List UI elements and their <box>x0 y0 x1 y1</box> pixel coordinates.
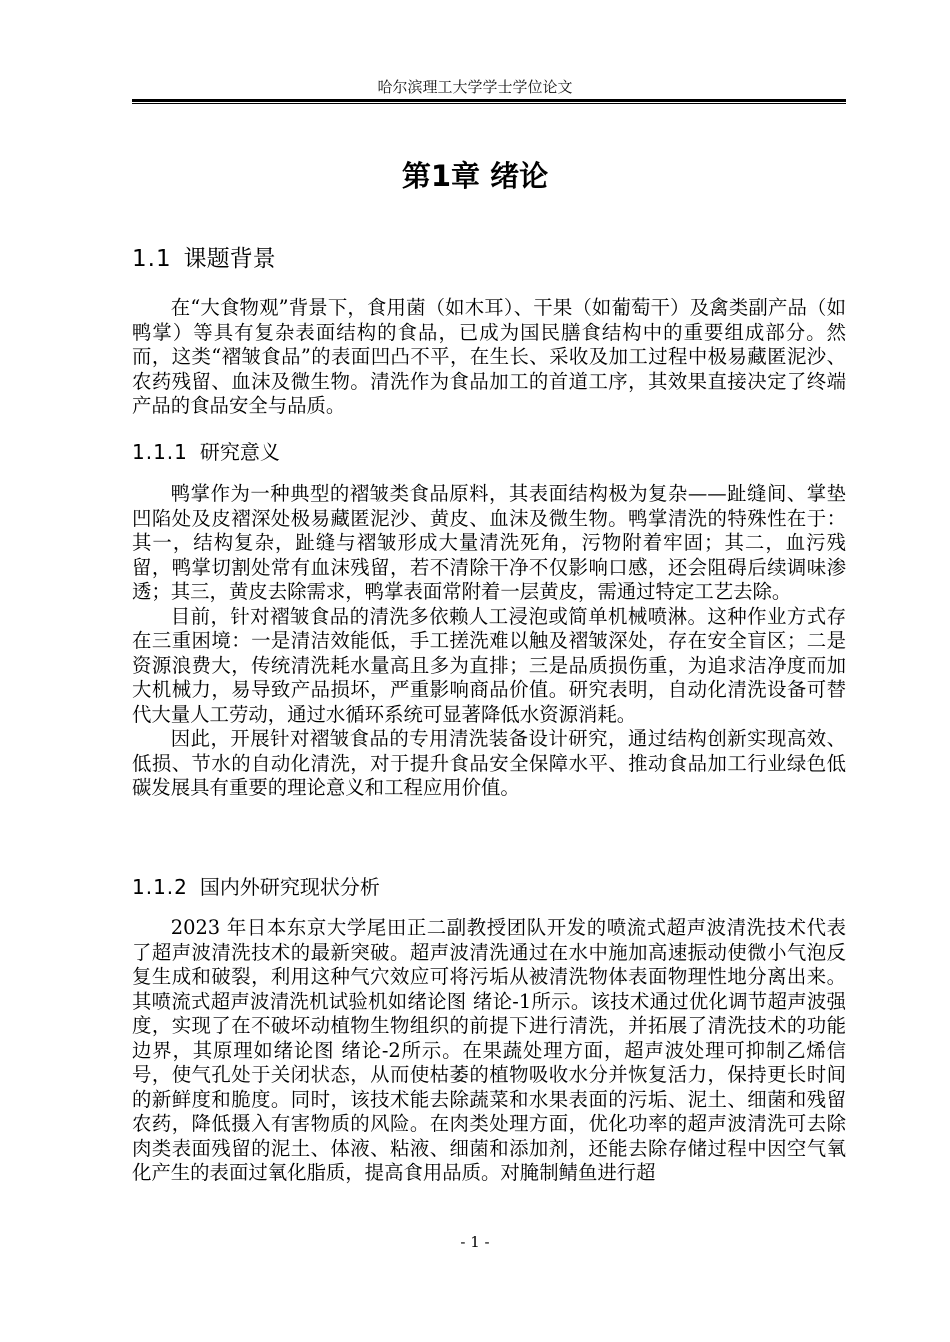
section-heading-1-1-1 <box>132 439 280 465</box>
paragraph: 目前，针对褶皱食品的清洗多依赖人工浸泡或简单机械喷淋。这种作业方式存在三重困境：一是清洁效能低，手工搓洗难以触及褶皱深处，存在安全盲区；二是资源浪费大，传统清洗耗水量高且多为直排；三是品质损伤重，为追求洁净度而加大机械力，易导致产品损坏，严重影响商品价值。研究表明，自动化清洗设备可替代大量人工劳动，通过水循环系统可显著降低水资源消耗。 <box>132 604 846 726</box>
section-number: 1.1 <box>132 246 172 272</box>
section-number: 1.1.2 <box>132 875 188 899</box>
section-heading-1-1-2 <box>132 874 380 900</box>
section-1-1-body <box>132 296 846 419</box>
paragraph: 在“大食物观”背景下，食用菌（如木耳）、干果（如葡萄干）及禽类副产品（如鸭掌）等具有复杂表面结构的食品，已成为国民膳食结构中的重要组成部分。然而，这类“褶皱食品”的表面凹凸不平，在生长、采收及加工过程中极易藏匿泥沙、农药残留、血沫及微生物。清洗作为食品加工的首道工序，其效果直接决定了终端产品的食品安全与品质。 <box>132 296 846 417</box>
running-header: 哈尔滨理工大学学士学位论文 <box>377 78 573 96</box>
section-title: 国内外研究现状分析 <box>199 875 380 899</box>
header-rule <box>132 99 846 104</box>
section-1-1-2-body <box>132 916 846 1186</box>
chapter-title: 第1章 绪论 <box>401 159 549 193</box>
section-number: 1.1.1 <box>132 440 188 464</box>
section-title: 研究意义 <box>199 440 280 464</box>
paragraph: 鸭掌作为一种典型的褶皱类食品原料，其表面结构极为复杂——趾缝间、掌垫凹陷处及皮褶深处极易藏匿泥沙、黄皮、血沫及微生物。鸭掌清洗的特殊性在于：其一，结构复杂，趾缝与褶皱形成大量清洗死角，污物附着牢固；其二，血污残留，鸭掌切割处常有血沫残留，若不清除干净不仅影响口感，还会阻碍后续调味渗透；其三，黄皮去除需求，鸭掌表面常附着一层黄皮，需通过特定工艺去除。 <box>132 482 846 603</box>
section-heading-1-1 <box>132 244 276 274</box>
page-number: - 1 - <box>460 1233 490 1251</box>
section-title: 课题背景 <box>183 246 276 272</box>
paragraph: 因此，开展针对褶皱食品的专用清洗装备设计研究，通过结构创新实现高效、低损、节水的自动化清洗，对于提升食品安全保障水平、推动食品加工行业绿色低碳发展具有重要的理论意义和工程应用价值。 <box>132 727 846 799</box>
paragraph: 2023 年日本东京大学尾田正二副教授团队开发的喷流式超声波清洗技术代表了超声波清洗技术的最新突破。超声波清洗通过在水中施加高速振动使微小气泡反复生成和破裂，利用这种气穴效应可将污垢从被清洗物体表面物理性地分离出来。其喷流式超声波清洗机试验机如绪论图 绪论-1所示。该技术通过优化调节超声波强度，实现了在不破坏动植物生物组织的前提下进行清洗，并拓展了清洗技术的功能边界，其原理如绪论图 绪论-2所示。在果蔬处理方面，超声波处理可抑制乙烯信号，使气孔处于关闭状态，从而使枯萎的植物吸收水分并恢复活力，保持更长时间的新鲜度和脆度。同时，该技术能去除蔬菜和水果表面的污垢、泥土、细菌和残留农药，降低摄入有害物质的风险。在肉类处理方面，优化功率的超声波清洗可去除肉类表面残留的泥土、体液、粘液、细菌和添加剂，还能去除存储过程中因空气氧化产生的表面过氧化脂质，提高食用品质。对腌制鲭鱼进行超 <box>132 916 846 1184</box>
section-1-1-1-body <box>132 482 846 801</box>
